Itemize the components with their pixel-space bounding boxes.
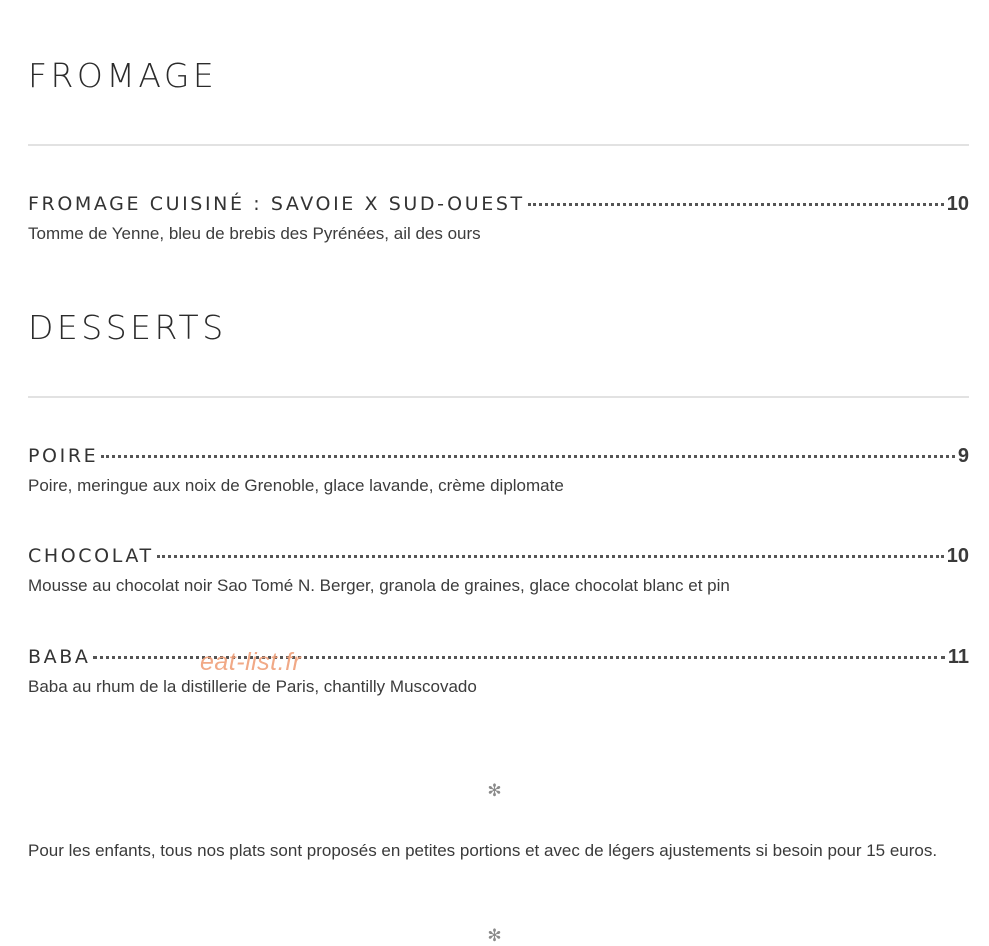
menu-item-name: FROMAGE CUISINÉ : SAVOIE X SUD-OUEST <box>28 193 525 215</box>
menu-item-baba <box>28 646 969 697</box>
section-title-desserts: DESSERTS <box>28 308 227 347</box>
asterism-separator-bottom: ✻ <box>487 926 502 946</box>
watermark-text: eat-list.fr <box>200 648 302 676</box>
menu-item-price: 11 <box>947 646 969 668</box>
menu-item-line <box>28 193 969 219</box>
section-title-fromage: FROMAGE <box>28 56 218 95</box>
section-divider <box>28 396 969 398</box>
menu-item-line <box>28 445 969 471</box>
menu-item-description: Baba au rhum de la distillerie de Paris, chantilly Muscovado <box>28 677 477 696</box>
menu-item-chocolat <box>28 545 969 596</box>
menu-item-description: Tomme de Yenne, bleu de brebis des Pyrénées, ail des ours <box>28 224 481 243</box>
menu-item-price: 10 <box>946 193 969 215</box>
menu-item-description: Mousse au chocolat noir Sao Tomé N. Berger, granola de graines, glace chocolat blanc et pin <box>28 576 730 595</box>
menu-item-name: POIRE <box>28 445 99 467</box>
menu-item-poire <box>28 445 969 496</box>
menu-item-price: 10 <box>946 545 969 567</box>
menu-item-line <box>28 545 969 571</box>
menu-item-name: CHOCOLAT <box>28 545 154 567</box>
dot-leader <box>157 555 944 558</box>
dot-leader <box>101 455 955 458</box>
menu-item-name: BABA <box>28 646 91 668</box>
menu-item-description: Poire, meringue aux noix de Grenoble, glace lavande, crème diplomate <box>28 476 564 495</box>
menu-item-fromage-cuisine <box>28 193 969 244</box>
dot-leader <box>528 203 944 206</box>
asterism-separator: ✻ <box>487 781 502 801</box>
menu-item-price: 9 <box>957 445 969 467</box>
section-divider <box>28 144 969 146</box>
menu-item-line <box>28 646 969 672</box>
kids-portion-note: Pour les enfants, tous nos plats sont proposés en petites portions et avec de légers ajustements si besoin pour 15 euros. <box>28 841 938 860</box>
